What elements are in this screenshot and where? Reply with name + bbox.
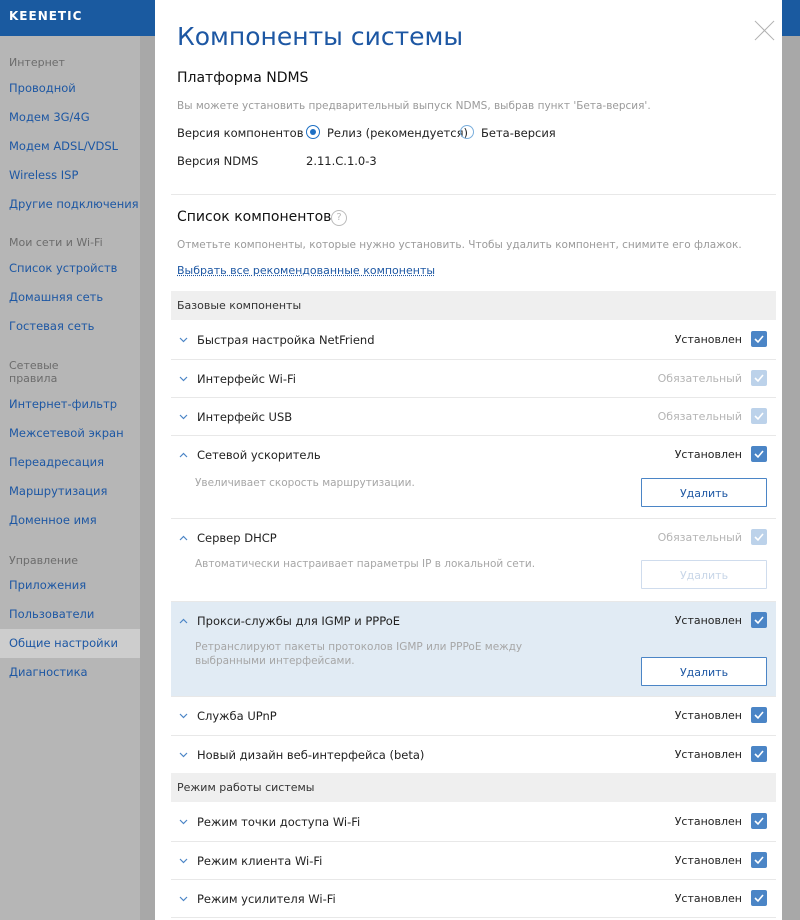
section-title: Базовые компоненты	[177, 299, 302, 312]
component-checkbox[interactable]	[751, 612, 767, 628]
component-name: Сетевой ускоритель	[197, 448, 321, 462]
sidebar-item-routing[interactable]: Маршрутизация	[9, 484, 108, 498]
sidebar-item-guest-network[interactable]: Гостевая сеть	[9, 319, 95, 333]
sidebar-item-diagnostics[interactable]: Диагностика	[9, 665, 88, 679]
chevron-up-icon[interactable]	[179, 534, 187, 542]
sidebar-item-general-settings[interactable]: Общие настройки	[0, 629, 140, 658]
component-description-line-1: Ретранслируют пакеты протоколов IGMP или PPPoE между	[195, 641, 523, 653]
component-name: Интерфейс USB	[197, 410, 293, 424]
component-checkbox[interactable]	[751, 446, 767, 462]
sidebar-item-other-connections[interactable]: Другие подключения	[9, 197, 139, 211]
close-icon[interactable]	[755, 20, 775, 40]
chevron-up-icon[interactable]	[179, 617, 187, 625]
sidebar-item-applications[interactable]: Приложения	[9, 578, 87, 592]
beta-radio[interactable]	[460, 125, 474, 139]
component-status: Установлен	[674, 614, 742, 627]
component-row[interactable]	[171, 602, 776, 697]
divider	[171, 194, 776, 195]
remove-button: Удалить	[641, 560, 767, 589]
components-hint: Отметьте компоненты, которые нужно установить. Чтобы удалить компонент, снимите его флажок.	[177, 239, 742, 251]
sidebar-item-wired[interactable]: Проводной	[9, 81, 76, 95]
component-status: Установлен	[674, 709, 742, 722]
component-row[interactable]	[171, 736, 776, 773]
overlay-edge	[782, 36, 800, 920]
sidebar-item-internet-filter[interactable]: Интернет-фильтр	[9, 397, 118, 411]
component-row[interactable]	[171, 360, 776, 398]
component-description-line-2: выбранными интерфейсами.	[195, 655, 355, 667]
component-name: Режим точки доступа Wi-Fi	[197, 815, 361, 829]
sidebar-item-port-forwarding[interactable]: Переадресация	[9, 455, 105, 469]
sidebar-item-modem-3g4g[interactable]: Модем 3G/4G	[9, 110, 90, 124]
component-row[interactable]	[171, 803, 776, 842]
component-status: Обязательный	[657, 372, 742, 385]
component-status: Установлен	[674, 333, 742, 346]
platform-hint: Вы можете установить предварительный выпуск NDMS, выбрав пункт 'Бета-версия'.	[177, 100, 651, 112]
component-description: Увеличивает скорость маршрутизации.	[195, 477, 415, 489]
ndms-version-label: Версия NDMS	[177, 154, 259, 168]
select-recommended-link[interactable]: Выбрать все рекомендованные компоненты	[177, 264, 436, 277]
release-radio-label[interactable]: Релиз (рекомендуется)	[327, 126, 468, 140]
dialog-title: Компоненты системы	[177, 22, 464, 51]
component-status: Обязательный	[657, 531, 742, 544]
chevron-down-icon[interactable]	[179, 857, 187, 865]
sidebar-item-devices[interactable]: Список устройств	[9, 261, 118, 275]
beta-radio-label[interactable]: Бета-версия	[481, 126, 556, 140]
component-name: Быстрая настройка NetFriend	[197, 333, 375, 347]
component-status: Установлен	[674, 854, 742, 867]
chevron-down-icon[interactable]	[179, 413, 187, 421]
component-row[interactable]	[171, 697, 776, 736]
platform-heading: Платформа NDMS	[177, 70, 309, 86]
component-name: Сервер DHCP	[197, 531, 277, 545]
sidebar-item-home-network[interactable]: Домашняя сеть	[9, 290, 104, 304]
sidebar	[0, 0, 140, 920]
sidebar-item-firewall[interactable]: Межсетевой экран	[9, 426, 124, 440]
component-checkbox[interactable]	[751, 813, 767, 829]
remove-button[interactable]: Удалить	[641, 657, 767, 686]
ndms-version-value: 2.11.C.1.0-3	[306, 154, 377, 168]
component-name: Режим усилителя Wi-Fi	[197, 892, 336, 906]
section-system-mode	[171, 773, 776, 802]
chevron-down-icon[interactable]	[179, 336, 187, 344]
component-checkbox[interactable]	[751, 852, 767, 868]
sidebar-item-wireless-isp[interactable]: Wireless ISP	[9, 168, 79, 182]
remove-button[interactable]: Удалить	[641, 478, 767, 507]
sidebar-group-internet: Интернет	[9, 56, 65, 69]
release-radio[interactable]	[306, 125, 320, 139]
component-name: Режим клиента Wi-Fi	[197, 854, 323, 868]
component-name: Новый дизайн веб-интерфейса (beta)	[197, 748, 425, 762]
chevron-down-icon[interactable]	[179, 751, 187, 759]
sidebar-item-domain-name[interactable]: Доменное имя	[9, 513, 97, 527]
chevron-down-icon[interactable]	[179, 895, 187, 903]
component-checkbox	[751, 370, 767, 386]
component-row[interactable]	[171, 321, 776, 360]
component-description: Автоматически настраивает параметры IP в локальной сети.	[195, 558, 536, 570]
component-checkbox	[751, 529, 767, 545]
chevron-down-icon[interactable]	[179, 375, 187, 383]
component-row[interactable]	[171, 519, 776, 602]
sidebar-group-my-networks: Мои сети и Wi-Fi	[9, 236, 103, 249]
component-row[interactable]	[171, 842, 776, 880]
sidebar-item-modem-adsl[interactable]: Модем ADSL/VDSL	[9, 139, 119, 153]
component-status: Установлен	[674, 748, 742, 761]
component-name: Служба UPnP	[197, 709, 277, 723]
version-label: Версия компонентов	[177, 126, 304, 140]
sidebar-group-network-rules: Сетевые правила	[9, 359, 59, 385]
chevron-down-icon[interactable]	[179, 712, 187, 720]
components-heading: Список компонентов	[177, 209, 332, 225]
chevron-down-icon[interactable]	[179, 818, 187, 826]
component-row[interactable]	[171, 398, 776, 436]
component-checkbox[interactable]	[751, 331, 767, 347]
help-icon[interactable]: ?	[331, 210, 347, 226]
component-row[interactable]	[171, 436, 776, 519]
keenetic-logo: KEENETIC	[9, 9, 83, 23]
chevron-up-icon[interactable]	[179, 451, 187, 459]
component-checkbox	[751, 408, 767, 424]
component-status: Установлен	[674, 815, 742, 828]
section-title: Режим работы системы	[177, 781, 315, 794]
component-checkbox[interactable]	[751, 746, 767, 762]
component-status: Обязательный	[657, 410, 742, 423]
sidebar-group-management: Управление	[9, 554, 79, 567]
component-status: Установлен	[674, 448, 742, 461]
component-name: Прокси-службы для IGMP и PPPoE	[197, 614, 401, 628]
component-checkbox[interactable]	[751, 707, 767, 723]
section-base-components	[171, 291, 776, 320]
sidebar-item-users[interactable]: Пользователи	[9, 607, 95, 621]
component-name: Интерфейс Wi-Fi	[197, 372, 296, 386]
component-row[interactable]	[171, 880, 776, 918]
component-status: Установлен	[674, 892, 742, 905]
component-checkbox[interactable]	[751, 890, 767, 906]
